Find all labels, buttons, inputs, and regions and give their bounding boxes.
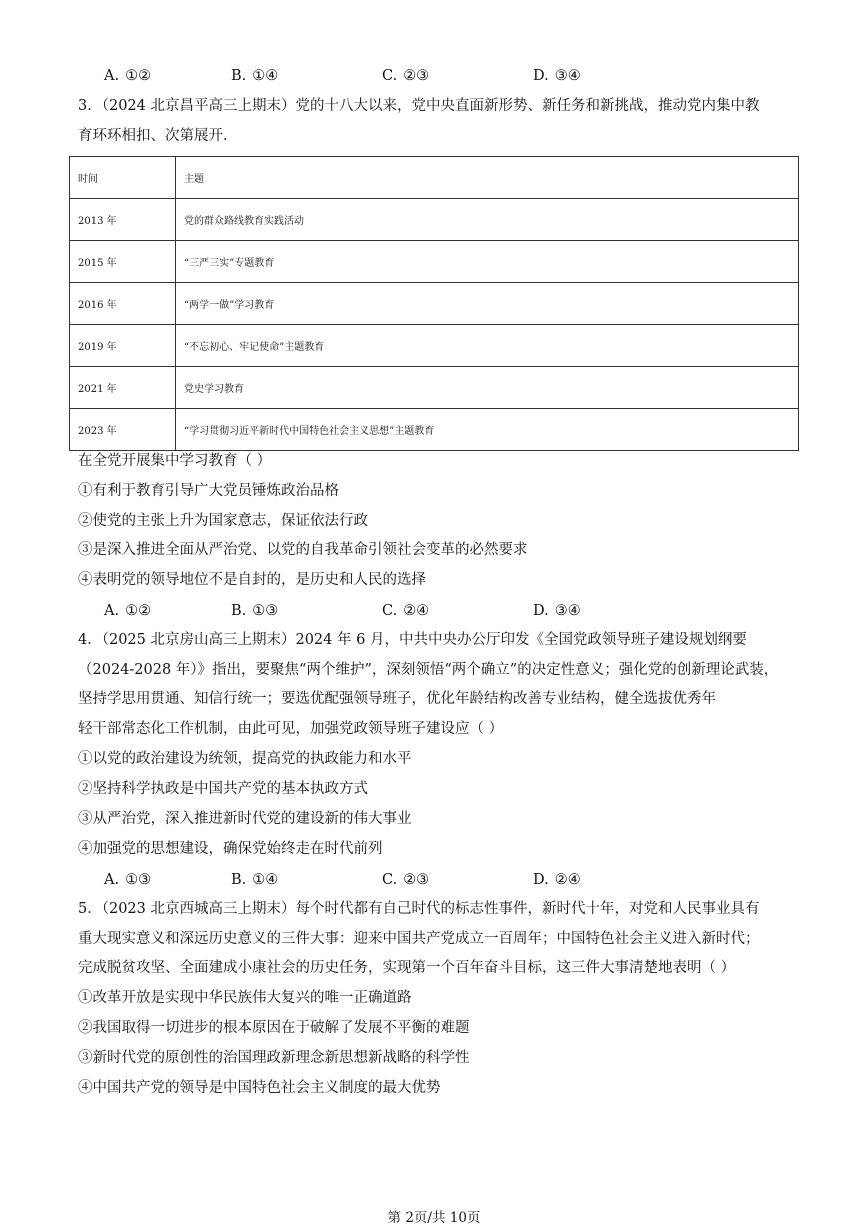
q5-statement-3: ③新时代党的原创性的治国理政新理念新思想新战略的科学性 bbox=[78, 1050, 470, 1066]
table-header-cell: 时间 bbox=[70, 157, 176, 199]
table-row bbox=[70, 199, 799, 241]
q4-statement-3: ③从严治党，深入推进新时代党的建设新的伟大事业 bbox=[78, 811, 412, 827]
table-cell-theme: “三严三实”专题教育 bbox=[176, 241, 799, 283]
q4-option-c: C. ②③ bbox=[382, 872, 430, 888]
q3-statement-3: ③是深入推进全面从严治党、以党的自我革命引领社会变革的必然要求 bbox=[78, 542, 528, 558]
q2-option-c: C. ②③ bbox=[382, 68, 430, 84]
q4-statement-4: ④加强党的思想建设，确保党始终走在时代前列 bbox=[78, 841, 383, 857]
q4-statement-2: ②坚持科学执政是中国共产党的基本执政方式 bbox=[78, 781, 368, 797]
q2-option-a: A. ①② bbox=[104, 68, 152, 84]
q4-stem-line-1: 4．（2025 北京房山高三上期末）2024 年 6 月，中共中央办公厅印发《全国党政领导班子建设规划纲要 bbox=[78, 632, 747, 648]
q3-option-a: A. ①② bbox=[104, 603, 152, 619]
q4-option-b: B. ①④ bbox=[231, 872, 279, 888]
q2-option-b: B. ①④ bbox=[231, 68, 279, 84]
q3-stem-line-2: 育环环相扣、次第展开. bbox=[78, 128, 228, 144]
q3-statement-2: ②使党的主张上升为国家意志，保证依法行政 bbox=[78, 513, 368, 529]
q4-stem-line-2: （2024-2028 年）》指出，要聚焦“两个维护”，深刻领悟“两个确立”的决定性意义；强化党的创新理论武装， bbox=[78, 662, 779, 678]
table-cell-year: 2013 年 bbox=[70, 199, 176, 241]
q5-statement-1: ①改革开放是实现中华民族伟大复兴的唯一正确道路 bbox=[78, 990, 412, 1006]
q5-stem-line-3: 完成脱贫攻坚、全面建成小康社会的历史任务，实现第一个百年奋斗目标，这三件大事清楚地表明（ ） bbox=[78, 960, 736, 976]
table-row bbox=[70, 409, 799, 451]
page-number-footer: 第 2页/共 10页 bbox=[387, 1210, 481, 1226]
q2-option-d: D. ③④ bbox=[533, 68, 581, 84]
table-row bbox=[70, 283, 799, 325]
q3-option-d: D. ③④ bbox=[533, 603, 581, 619]
q3-statement-4: ④表明党的领导地位不是自封的，是历史和人民的选择 bbox=[78, 572, 426, 588]
table-cell-year: 2023 年 bbox=[70, 409, 176, 451]
q3-option-b: B. ①③ bbox=[231, 603, 279, 619]
table-cell-theme: 党史学习教育 bbox=[176, 367, 799, 409]
q4-option-d: D. ②④ bbox=[533, 872, 581, 888]
q5-stem-line-1: 5．（2023 北京西城高三上期末）每个时代都有自己时代的标志性事件，新时代十年，对党和人民事业具有 bbox=[78, 901, 760, 917]
q5-statement-2: ②我国取得一切进步的根本原因在于破解了发展不平衡的难题 bbox=[78, 1020, 470, 1036]
q4-stem-line-4: 轻干部常态化工作机制，由此可见，加强党政领导班子建设应（ ） bbox=[78, 721, 504, 737]
table-row bbox=[70, 325, 799, 367]
table-row bbox=[70, 367, 799, 409]
q3-question: 在全党开展集中学习教育（ ） bbox=[78, 453, 272, 469]
table-cell-year: 2015 年 bbox=[70, 241, 176, 283]
q5-stem-line-2: 重大现实意义和深远历史意义的三件大事：迎来中国共产党成立一百周年；中国特色社会主义进入新时代； bbox=[78, 931, 760, 947]
q4-stem-line-3: 坚持学思用贯通、知信行统一；要选优配强领导班子，优化年龄结构改善专业结构，健全选拔优秀年 bbox=[78, 691, 716, 707]
table-cell-theme: “不忘初心、牢记使命”主题教育 bbox=[176, 325, 799, 367]
q3-table bbox=[69, 156, 799, 451]
table-cell-theme: “学习贯彻习近平新时代中国特色社会主义思想”主题教育 bbox=[176, 409, 799, 451]
table-cell-year: 2016 年 bbox=[70, 283, 176, 325]
table-cell-year: 2019 年 bbox=[70, 325, 176, 367]
table-row bbox=[70, 241, 799, 283]
table-cell-theme: “两学一做”学习教育 bbox=[176, 283, 799, 325]
q5-statement-4: ④中国共产党的领导是中国特色社会主义制度的最大优势 bbox=[78, 1080, 441, 1096]
table-cell-theme: 党的群众路线教育实践活动 bbox=[176, 199, 799, 241]
table-header-cell: 主题 bbox=[176, 157, 799, 199]
q4-option-a: A. ①③ bbox=[104, 872, 152, 888]
table-header-row bbox=[70, 157, 799, 199]
q4-statement-1: ①以党的政治建设为统领，提高党的执政能力和水平 bbox=[78, 751, 412, 767]
table-cell-year: 2021 年 bbox=[70, 367, 176, 409]
q3-statement-1: ①有利于教育引导广大党员锤炼政治品格 bbox=[78, 483, 339, 499]
q3-option-c: C. ②④ bbox=[382, 603, 430, 619]
q3-stem-line-1: 3．（2024 北京昌平高三上期末）党的十八大以来，党中央直面新形势、新任务和新挑战，推动党内集中教 bbox=[78, 98, 760, 114]
